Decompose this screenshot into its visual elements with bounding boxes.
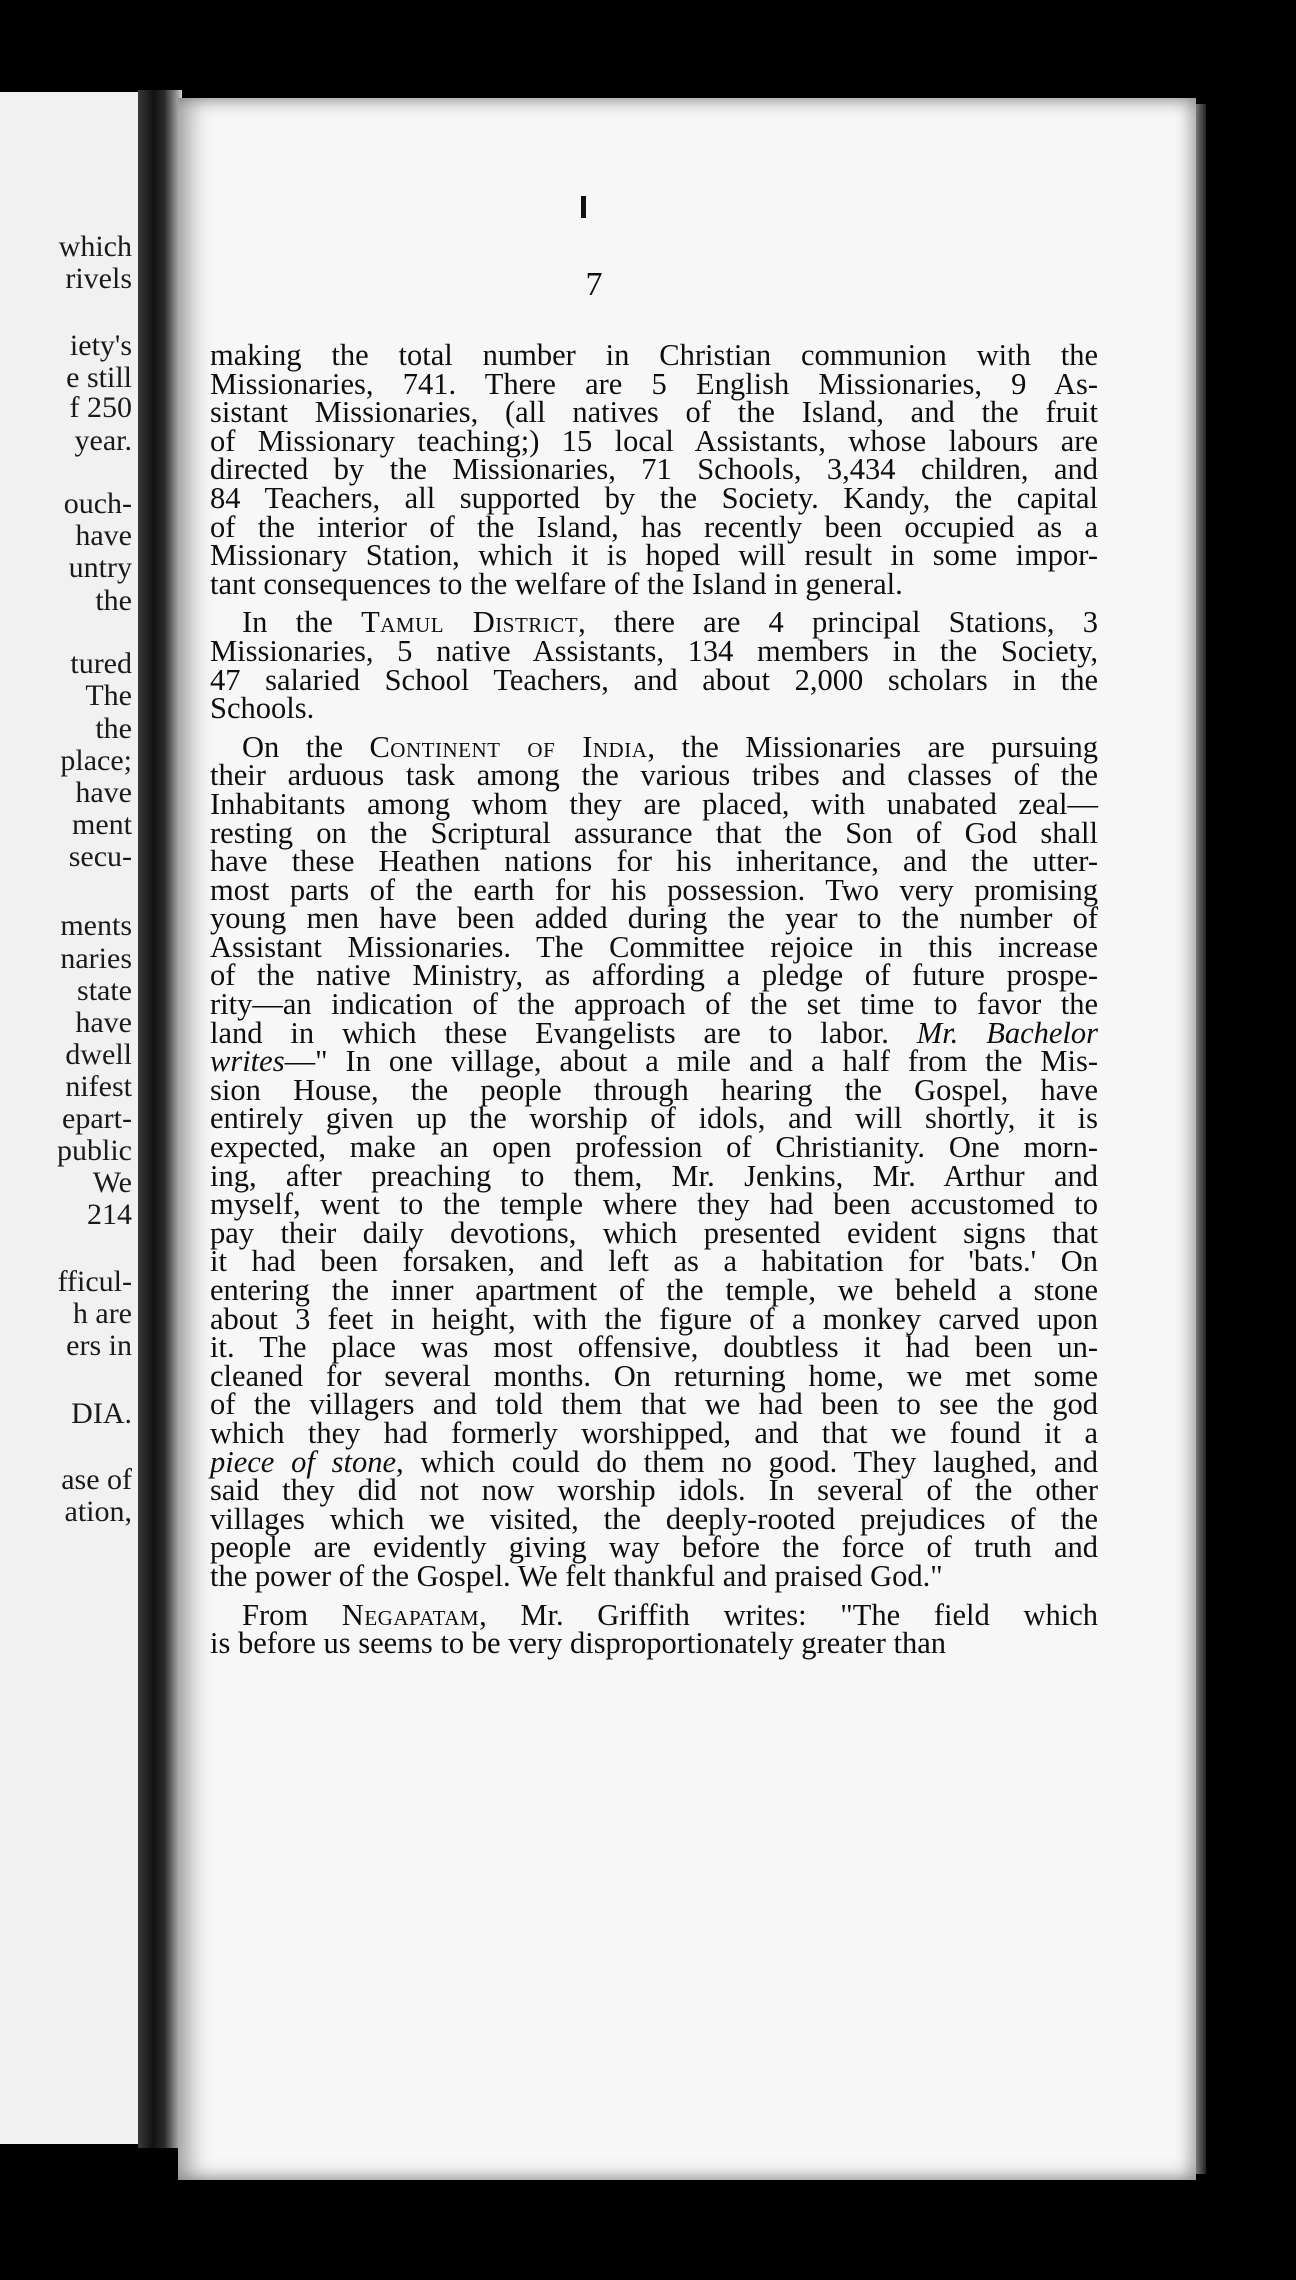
facing-page-line: have [75,519,132,552]
facing-page-line: rivels [65,262,132,295]
facing-page-line: the [95,712,132,745]
book-gutter [138,90,182,2148]
text-line: 47 salaried School Teachers, and about 2,000 scholars in the [210,662,1098,697]
text-line: 84 Teachers, all supported by the Society. Kandy, the capital [210,480,1098,515]
text-line: tant consequences to the welfare of the Island in general. [210,566,903,601]
facing-page-line: We [92,1166,132,1199]
text-line: villages which we visited, the deeply-rooted prejudices of the [210,1501,1098,1536]
text-line: is before us seems to be very disproportionately greater than [210,1626,947,1661]
facing-page-line: h are [72,1297,132,1330]
text-line: most parts of the earth for his possession. Two very promising [210,872,1098,907]
paragraph [210,338,1098,601]
facing-page-line: 214 [87,1198,132,1231]
text-line: which they had formerly worshipped, and that we found it a [210,1415,1098,1450]
facing-page-line: secu- [68,840,132,873]
facing-page-line: naries [60,942,132,975]
facing-page-line: which [58,230,132,263]
text-line: In the Tamul District, there are 4 principal Stations, 3 [242,605,1098,640]
text-line: rity—an indication of the approach of the set time to favor the [210,987,1098,1022]
text-line: young men have been added during the year to the number of [210,901,1098,936]
text-line: Missionaries, 741. There are 5 English Missionaries, 9 As- [210,366,1098,401]
facing-page [0,92,138,2144]
facing-page-line: place; [60,744,132,777]
text-line: Schools. [210,691,315,726]
text-line: writes—" In one village, about a mile and a half from the Mis- [210,1044,1098,1079]
text-line: making the total number in Christian communion with the [210,338,1098,372]
facing-page-line: ation, [64,1495,132,1528]
facing-page-line: epart- [62,1102,132,1135]
text-line: it. The place was most offensive, doubtless it had been un- [210,1330,1098,1365]
paragraph [210,729,1098,1593]
text-line: of Missionary teaching;) 15 local Assistants, whose labours are [210,423,1098,458]
text-line: their arduous task among the various tribes and classes of the [210,758,1098,793]
text-line: entering the inner apartment of the temple, we beheld a stone [210,1273,1098,1307]
text-line: sistant Missionaries, (all natives of the Island, and the fruit [210,395,1098,430]
facing-page-line: iety's [69,329,132,362]
text-line: have these Heathen nations for his inheritance, and the utter- [210,844,1098,879]
facing-page-line: have [75,776,132,809]
page-number: 7 [585,266,603,303]
text-line: ing, after preaching to them, Mr. Jenkins, Mr. Arthur and [210,1158,1098,1193]
facing-page-line: ase of [61,1463,132,1496]
paragraph [210,605,1098,726]
facing-page-line: have [75,1006,132,1039]
text-line: cleaned for several months. On returning home, we met some [210,1358,1098,1393]
facing-page-line: nifest [65,1070,132,1103]
facing-page-line: tured [70,647,132,680]
ink-mark [581,196,586,218]
text-line: directed by the Missionaries, 71 Schools, 3,434 children, and [210,452,1098,487]
facing-page-line: DIA. [71,1397,132,1430]
text-line: entirely given up the worship of idols, and will shortly, it is [210,1101,1098,1136]
facing-page-line: untry [68,551,132,584]
text-line: land in which these Evangelists are to labor. Mr. Bachelor [210,1015,1098,1050]
text-line: From Negapatam, Mr. Griffith writes: "The field which [242,1597,1098,1632]
facing-page-line: The [85,679,132,712]
text-line: Assistant Missionaries. The Committee rejoice in this increase [210,929,1098,964]
text-line: people are evidently giving way before the force of truth and [210,1530,1098,1565]
text-line: about 3 feet in height, with the figure of a monkey carved upon [210,1301,1098,1336]
text-line: of the interior of the Island, has recently been occupied as a [210,509,1098,544]
text-line: Missionary Station, which it is hoped will result in some impor- [210,538,1098,573]
facing-page-line: year. [74,424,132,457]
text-line: of the villagers and told them that we had been to see the god [210,1387,1098,1422]
book-page [178,98,1196,2180]
text-line: the power of the Gospel. We felt thankful and praised God." [210,1558,943,1593]
text-line: of the native Ministry, as affording a pledge of future prospe- [210,958,1098,993]
paragraph [210,1597,1098,1661]
text-line: myself, went to the temple where they had been accustomed to [210,1187,1098,1222]
text-line: piece of stone, which could do them no good. They laughed, and [210,1444,1098,1479]
text-line: sion House, the people through hearing the Gospel, have [210,1072,1098,1107]
facing-page-line: f 250 [69,391,132,424]
text-line: resting on the Scriptural assurance that the Son of God shall [210,815,1098,850]
facing-page-line: e still [66,361,132,394]
text-line: expected, make an open profession of Christianity. One morn- [210,1130,1098,1165]
text-line: it had been forsaken, and left as a habitation for 'bats.' On [210,1244,1098,1279]
facing-page-line: fficul- [57,1265,132,1298]
text-line: On the Continent of India, the Missionaries are pursuing [242,729,1098,764]
page-edge [1196,104,1206,2174]
facing-page-line: state [77,974,132,1007]
text-line: Inhabitants among whom they are placed, with unabated zeal— [210,786,1098,821]
facing-page-line: ouch- [63,487,132,520]
facing-page-line: ers in [66,1329,132,1362]
page-text [210,338,1098,1668]
text-line: said they did not now worship idols. In several of the other [210,1473,1098,1508]
facing-page-line: ments [60,909,132,942]
text-line: pay their daily devotions, which presented evident signs that [210,1215,1098,1250]
text-line: Missionaries, 5 native Assistants, 134 members in the Society, [210,633,1098,668]
facing-page-line: the [95,584,132,617]
facing-page-line: dwell [65,1038,132,1071]
facing-page-line: ment [72,808,132,841]
facing-page-line: public [57,1134,132,1167]
